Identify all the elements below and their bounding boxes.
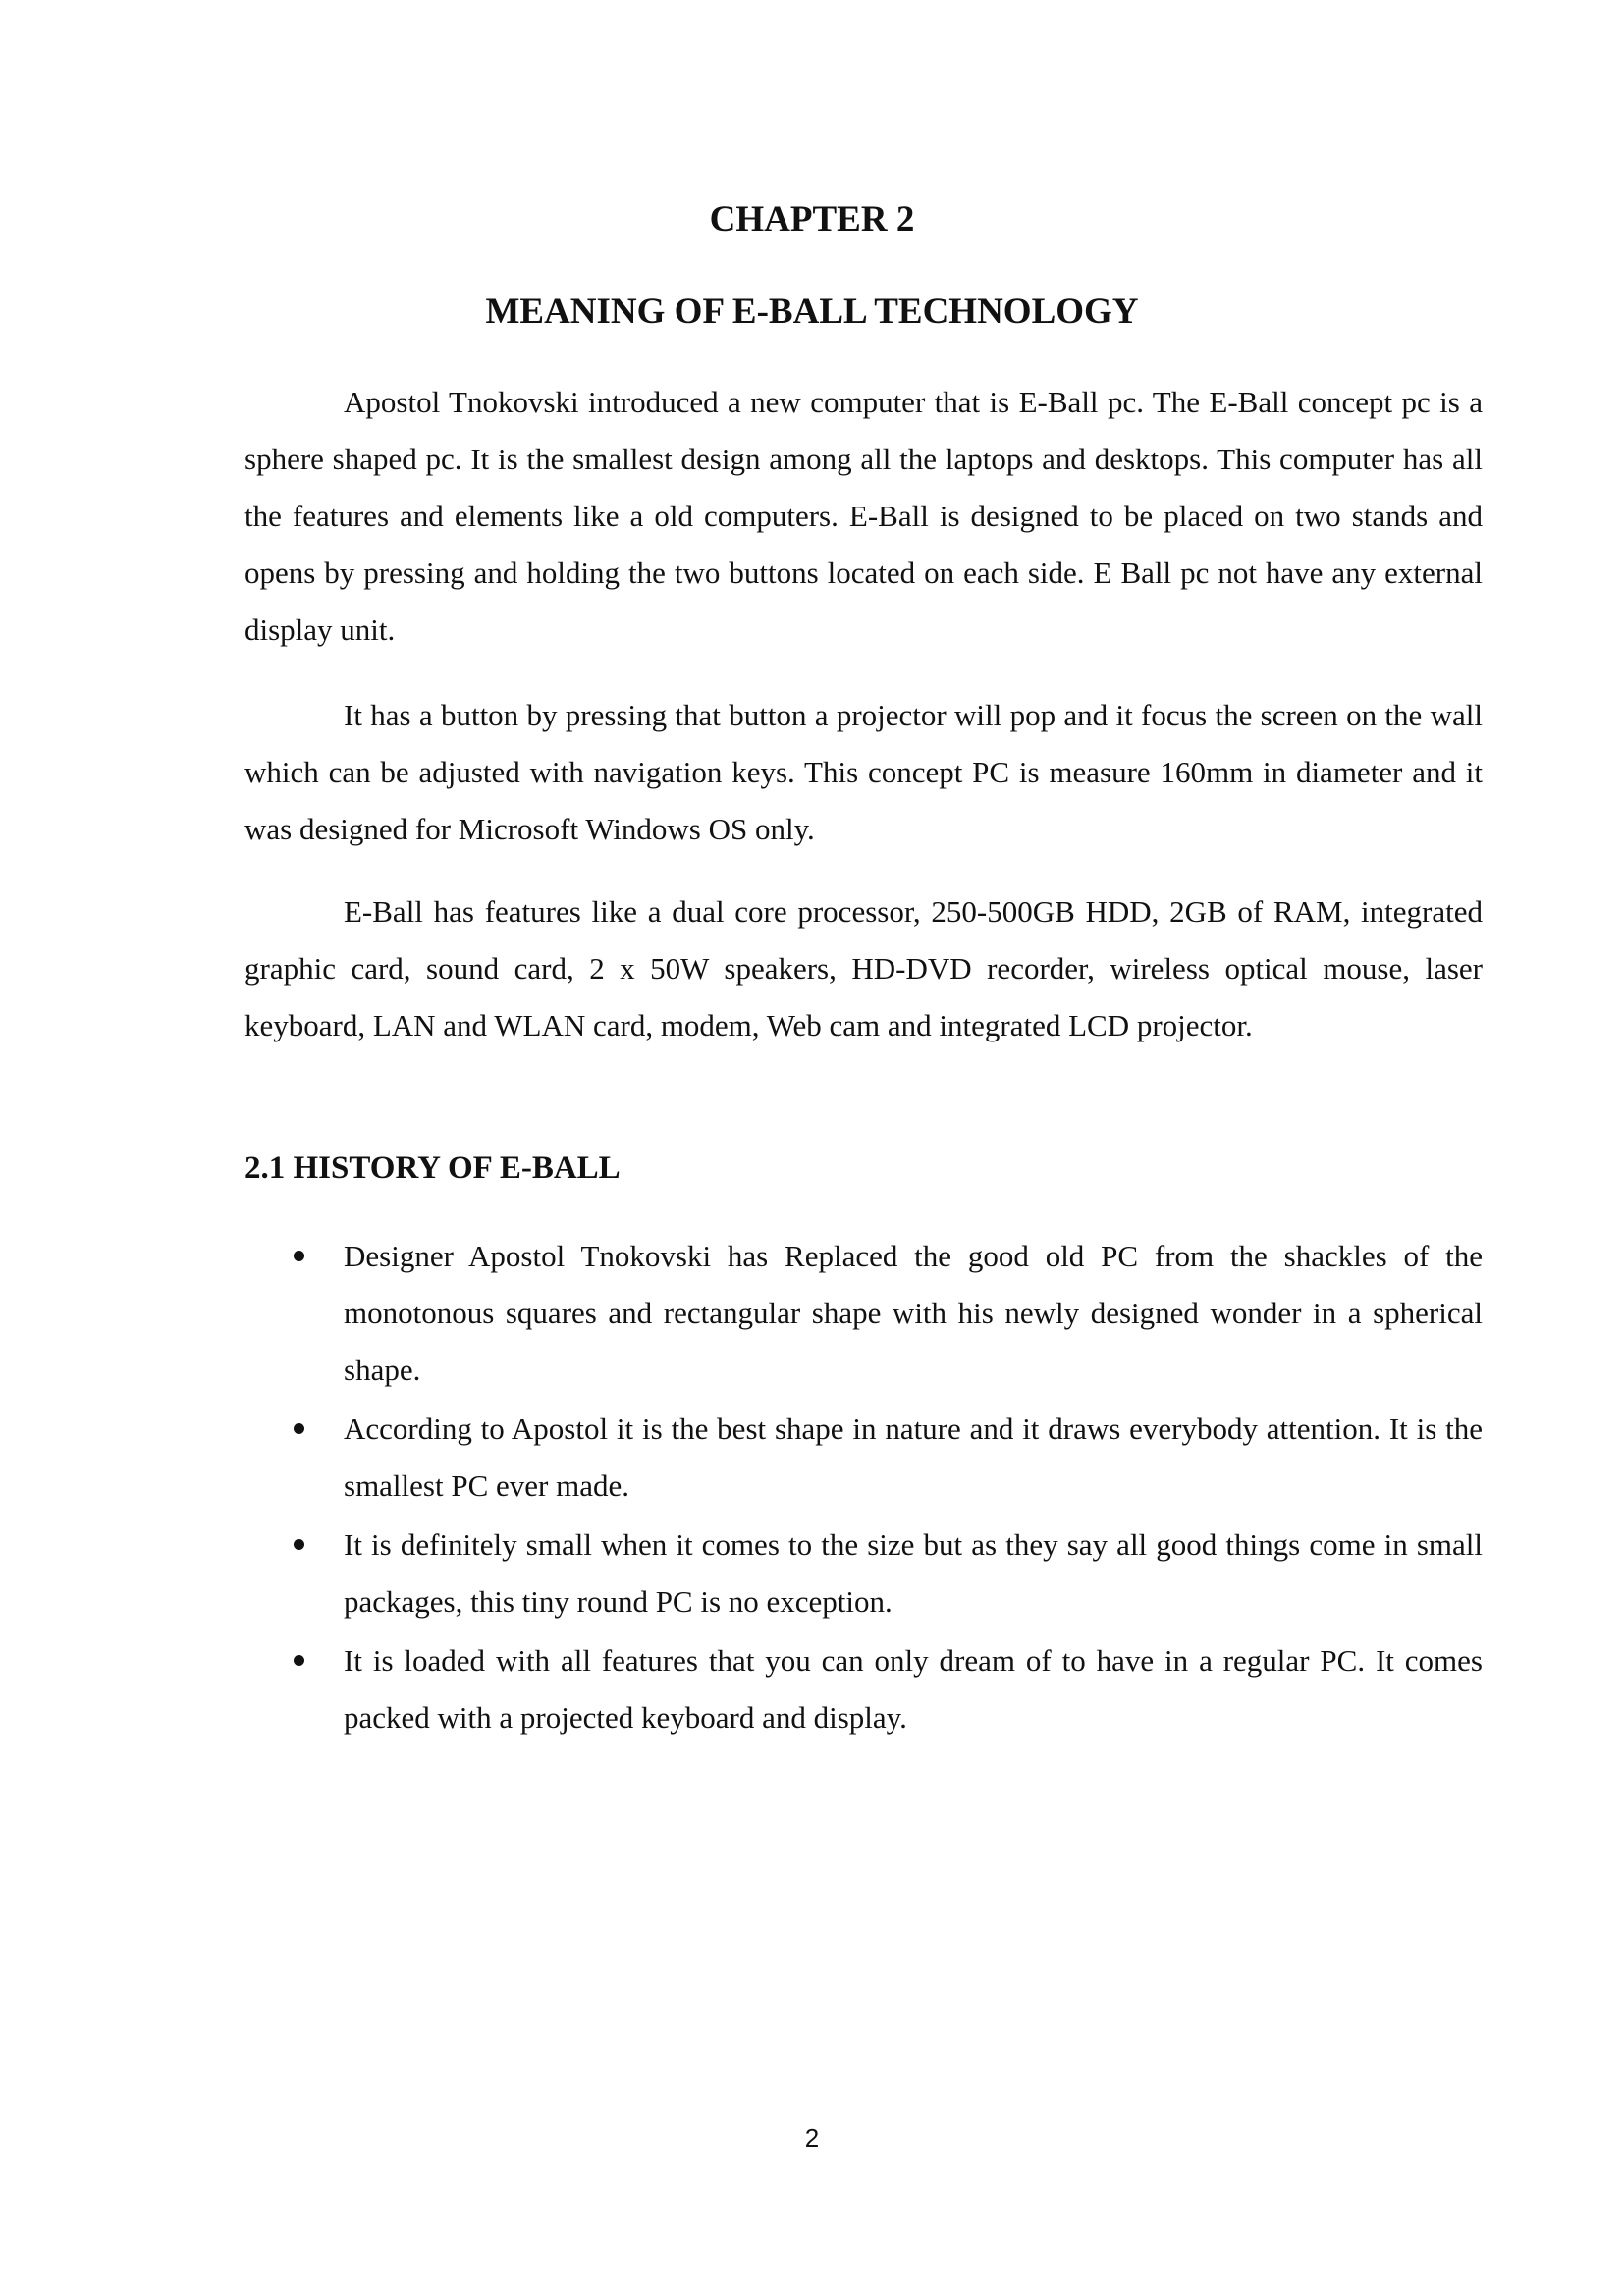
bullet-list bbox=[244, 1228, 1483, 1748]
bullet-text: It is loaded with all features that you can only dream of to have in a regular PC. It comes packed with a projected keyboard and display. bbox=[344, 1643, 1483, 1735]
bullet-item bbox=[244, 1632, 1483, 1746]
bullet-item bbox=[244, 1401, 1483, 1515]
chapter-title: MEANING OF E-BALL TECHNOLOGY bbox=[485, 292, 1139, 332]
section-heading: 2.1 HISTORY OF E-BALL bbox=[244, 1150, 621, 1186]
bullet-icon bbox=[294, 1655, 304, 1666]
bullet-item bbox=[244, 1228, 1483, 1399]
bullet-icon bbox=[294, 1251, 304, 1261]
bullet-text: According to Apostol it is the best shape in nature and it draws everybody attention. It is the smallest PC ever made. bbox=[344, 1412, 1483, 1503]
bullet-icon bbox=[294, 1539, 304, 1550]
page-number: 2 bbox=[804, 2123, 820, 2153]
bullet-icon bbox=[294, 1423, 304, 1434]
bullet-text: Designer Apostol Tnokovski has Replaced the good old PC from the shackles of the monotonous squares and rectangular shape with his newly designed wonder in a spherical shape. bbox=[344, 1239, 1483, 1387]
body-paragraph: E-Ball has features like a dual core processor, 250-500GB HDD, 2GB of RAM, integrated graphic card, sound card, 2 x 50W speakers, HD-DVD recorder, wireless optical mouse, laser keyboard, LAN and WLAN card, modem, Web cam and integrated LCD projector. bbox=[244, 894, 1483, 1042]
chapter-label: CHAPTER 2 bbox=[709, 199, 915, 240]
body-paragraph: Apostol Tnokovski introduced a new computer that is E-Ball pc. The E-Ball concept pc is a sphere shaped pc. It is the smallest design among all the laptops and desktops. This computer has all the features and elements like a old computers. E-Ball is designed to be placed on two stands and opens by pressing and holding the two buttons located on each side. E Ball pc not have any external display unit. bbox=[244, 385, 1483, 647]
bullet-text: It is definitely small when it comes to the size but as they say all good things come in small packages, this tiny round PC is no exception. bbox=[344, 1527, 1483, 1619]
bullet-item bbox=[244, 1517, 1483, 1630]
body-paragraph: It has a button by pressing that button a projector will pop and it focus the screen on the wall which can be adjusted with navigation keys. This concept PC is measure 160mm in diameter and it was designed for Microsoft Windows OS only. bbox=[244, 698, 1483, 846]
